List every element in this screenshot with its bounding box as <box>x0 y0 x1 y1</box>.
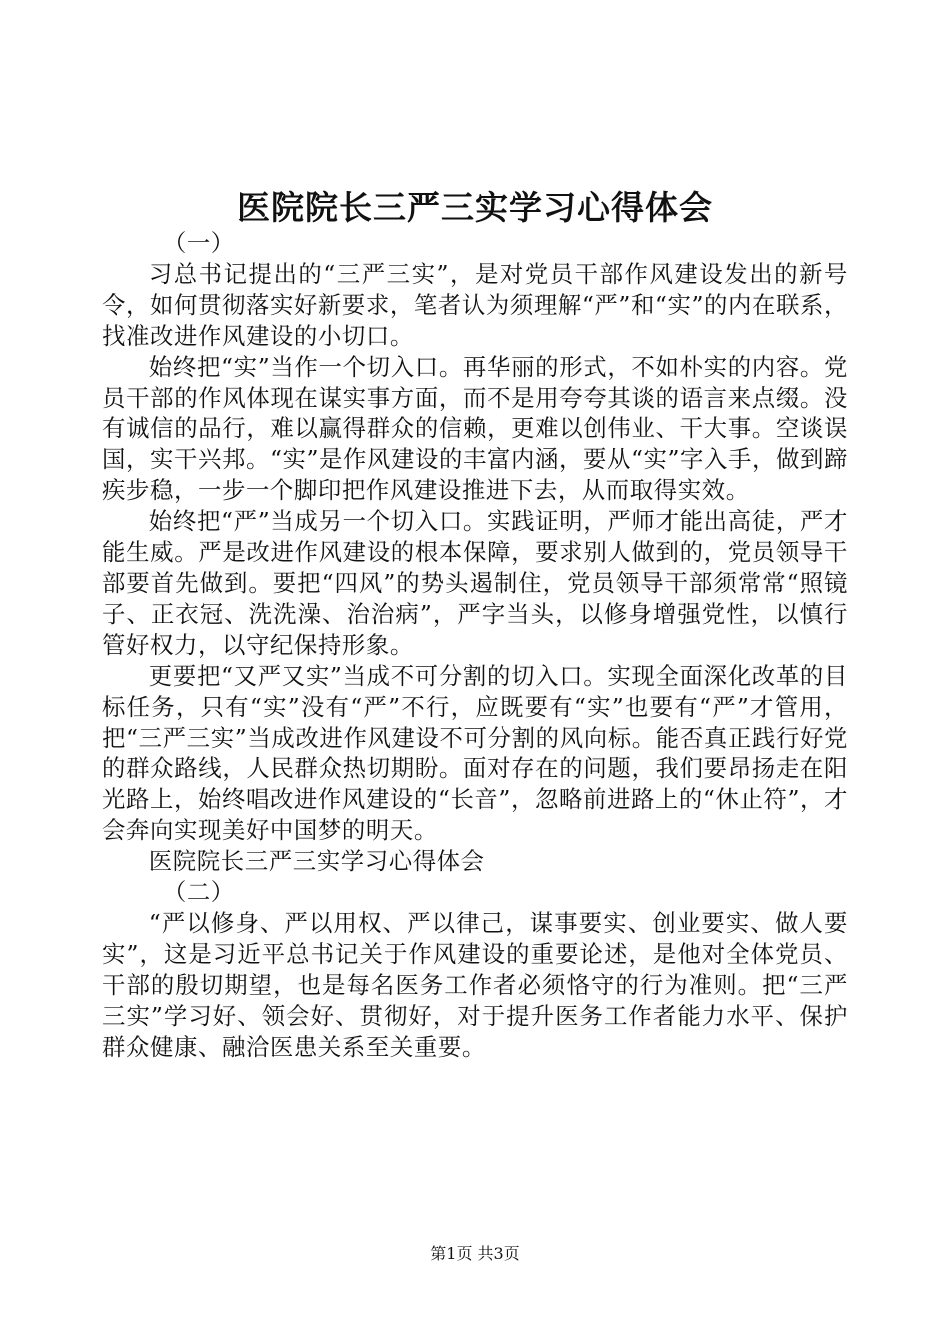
paragraph: 更要把“又严又实”当成不可分割的切入口。实现全面深化改革的目标任务，只有“实”没有“严”不行，应既要有“实”也要有“严”才管用，把“三严三实”当成改进作风建设不可分割的风向标。能否真正践行好党的群众路线，人民群众热切期盼。面对存在的问题，我们要昂扬走在阳光路上，始终唱改进作风建设的“长音”，忽略前进路上的“休止符”，才会奔向实现美好中国梦的明天。 <box>102 661 848 845</box>
page-footer: 第1页 共3页 <box>430 1244 520 1263</box>
section-subheading: 医院院长三严三实学习心得体会 <box>148 847 485 876</box>
paragraph: 习总书记提出的“三严三实”，是对党员干部作风建设发出的新号令，如何贯彻落实好新要求，笔者认为须理解“严”和“实”的内在联系，找准改进作风建设的小切口。 <box>102 259 848 350</box>
section-marker-2: （二） <box>162 878 235 907</box>
paragraph: “严以修身、严以用权、严以律己，谋事要实、创业要实、做人要实”，这是习近平总书记关于作风建设的重要论述，是他对全体党员、干部的殷切期望，也是每名医务工作者必须恪守的行为准则。把“三严三实”学习好、领会好、贯彻好，对于提升医务工作者能力水平、保护群众健康、融洽医患关系至关重要。 <box>102 908 848 1061</box>
document-title: 医院院长三严三实学习心得体会 <box>237 188 713 227</box>
section-marker-1: （一） <box>162 229 235 257</box>
document-body <box>102 228 848 1062</box>
paragraph: 始终把“实”当作一个切入口。再华丽的形式，不如朴实的内容。党员干部的作风体现在谋实事方面，而不是用夸夸其谈的语言来点缀。没有诚信的品行，难以赢得群众的信赖，更难以创伟业、干大事。空谈误国，实干兴邦。“实”是作风建设的丰富内涵，要从“实”字入手，做到蹄疾步稳，一步一个脚印把作风建设推进下去，从而取得实效。 <box>102 352 848 505</box>
paragraph: 始终把“严”当成另一个切入口。实践证明，严师才能出高徒，严才能生威。严是改进作风建设的根本保障，要求别人做到的，党员领导干部要首先做到。要把“四风”的势头遏制住，党员领导干部须常常“照镜子、正衣冠、洗洗澡、治治病”，严字当头，以修身增强党性，以慎行管好权力，以守纪保持形象。 <box>102 507 848 659</box>
